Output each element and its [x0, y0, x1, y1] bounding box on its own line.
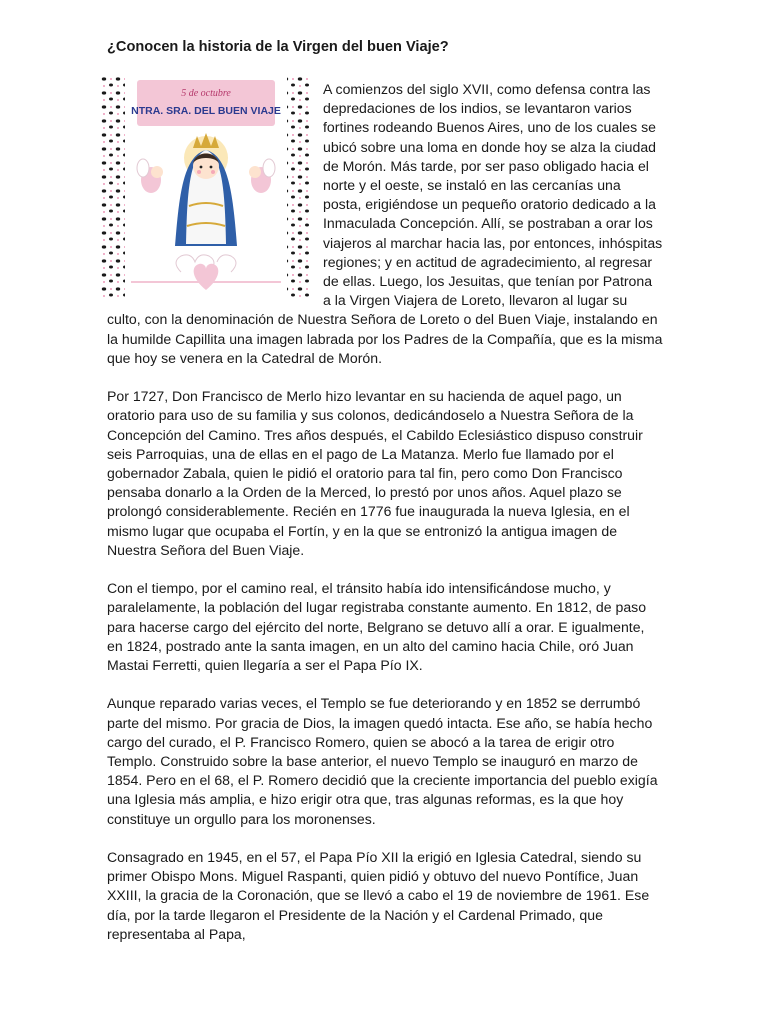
paragraph-1: A comienzos del siglo XVII, como defensa contra las depredaciones de los indios, se levantaron varios fortines rodeando Buenos Aires, uno de los cuales se ubicó sobre una loma en donde hoy se alza la ciudad de Morón. Más tarde, por ser paso obligado hacia el norte y el oeste, se instaló en las cercanías una posta, erigiéndose un pequeño oratorio dedicado a la Inmaculada Concepción. Allí, se postraban a orar los viajeros al marchar hacia las, por entonces, inhóspitas regiones; y en actitud de agradecimiento, al regresar de ellas. Luego, los Jesuitas, que tenían por Patrona a la Virgen Viajera de Loreto, llevaron al lugar su culto, con la denominación de Nuestra Señora de Loreto o del Buen Viaje, instalando en la humilde Capillita una imagen labrada por los Padres de la Compañía, que es la misma que hoy se venera en la Catedral de Morón.: [107, 81, 663, 366]
paragraph-3: Con el tiempo, por el camino real, el tránsito había ido intensificándose mucho, y paralelamente, la población del lugar registraba constante aumento. En 1812, de paso para hacerse cargo del ejército del norte, Belgrano se detuvo allí a orar. E igualmente, en 1824, postrado ante la santa imagen, en un alto del camino hacia Chile, oró Juan Mastai Ferretti, quien llegaría a ser el Papa Pío IX.: [107, 580, 647, 674]
right-border-pattern: [287, 76, 311, 298]
date-label: 5 de octubre: [181, 88, 231, 99]
document-page: [107, 38, 663, 944]
intro-section: [107, 80, 663, 368]
banner-title: NTRA. SRA. DEL BUEN VIAJE: [131, 105, 281, 117]
paragraph-4: Aunque reparado varias veces, el Templo se fue deteriorando y en 1852 se derrumbó parte del mismo. Por gracia de Dios, la imagen quedó intacta. Ese año, se había hecho cargo del curado, el P. Francisco Romero, quien se abocó a la tarea de erigir otro Templo. Construido sobre la base anterior, el nuevo Templo se inauguró en marzo de 1854. Pero en el 68, el P. Romero decidió que la creciente importancia del pueblo exigía una Iglesia más amplia, e hizo erigir otra que, tras algunas reformas, es la que hoy constituye un orgullo para los moronenses.: [107, 695, 658, 827]
paragraph-5: Consagrado en 1945, en el 57, el Papa Pío XII la erigió en Iglesia Catedral, siendo su primer Obispo Mons. Miguel Raspanti, quien pidió y obtuvo del nuevo Pontífice, Juan XXIII, la gracia de la Coronación, que se llevó a cabo el 19 de noviembre de 1961. Ese día, por la tarde llegaron el Presidente de la Nación y el Cardenal Primado, que representaba al Papa,: [107, 849, 650, 942]
left-border-pattern: [101, 76, 125, 298]
paragraph-2: Por 1727, Don Francisco de Merlo hizo levantar en su hacienda de aquel pago, un oratorio para uso de su familia y sus colonos, dedicándoselo a Nuestra Señora de la Concepción del Camino. Tres años después, el Cabildo Eclesiástico dispuso construir seis Parroquias, una de ellas en el pago de La Matanza. Merlo fue llamado por el gobernador Zabala, quien le pidió el oratorio para tal fin, pero como Don Francisco pensaba donarlo a la Orden de la Merced, lo prestó por unos años. Aquel plazo se prolongó considerablemente. Recién en 1776 fue inaugurada la nueva Iglesia, en el mismo lugar que ocupaba el Fortín, y en la que se entronizó la antigua imagen de Nuestra Señora del Buen Viaje.: [107, 388, 643, 558]
document-title: ¿Conocen la historia de la Virgen del buen Viaje?: [107, 39, 449, 55]
banner-shape: [137, 80, 275, 126]
virgin-illustration: [101, 76, 311, 296]
